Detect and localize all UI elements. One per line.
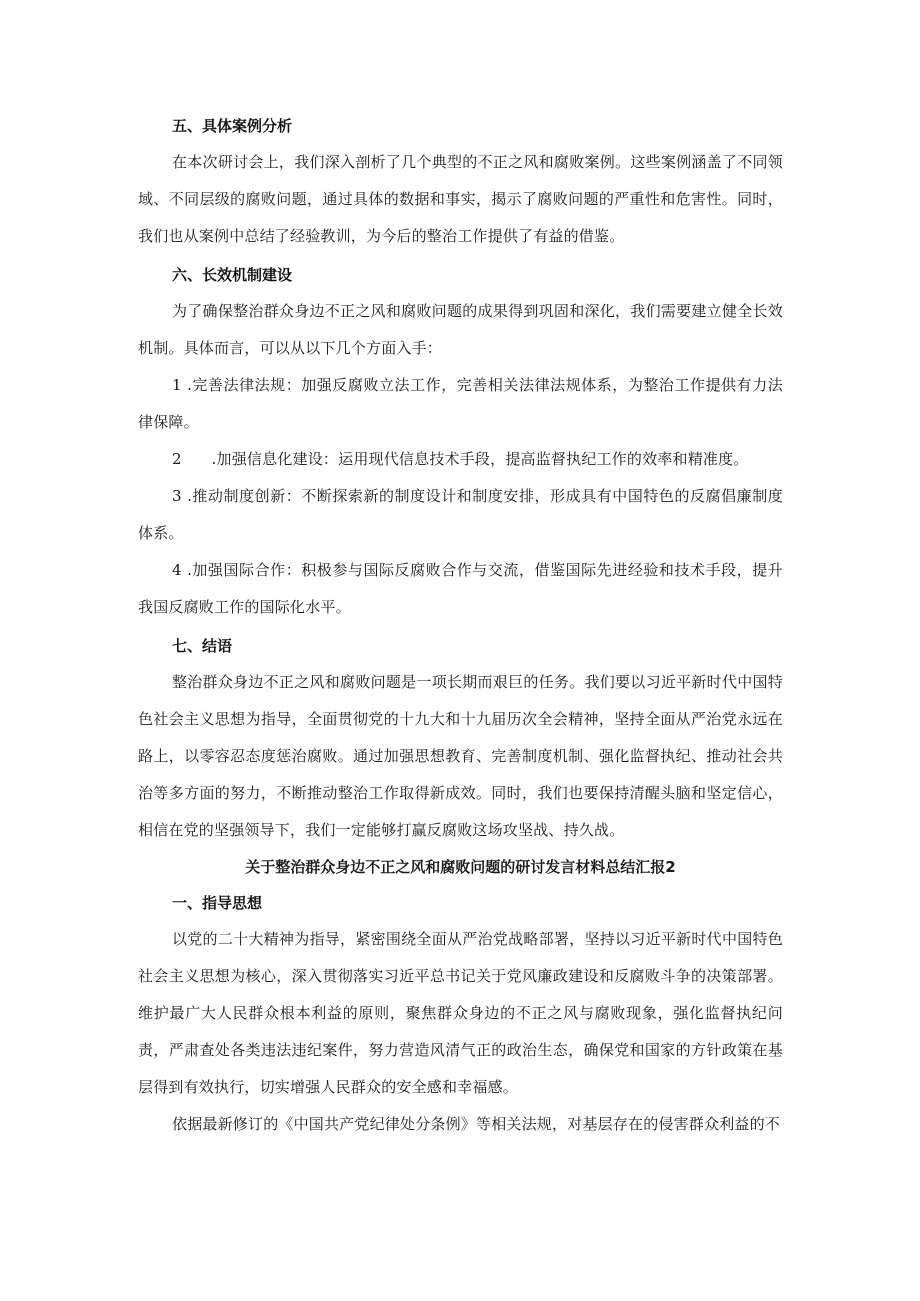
doc2-title: 关于整治群众身边不正之风和腐败问题的研讨发言材料总结汇报2 — [245, 858, 676, 876]
document-page — [138, 108, 783, 1143]
section6-item-3: 3 .推动制度创新：不断探索新的制度设计和制度安排，形成具有中国特色的反腐倡廉制度体系。 — [138, 487, 783, 542]
section7-heading: 七、结语 — [172, 637, 233, 655]
doc2-section1-heading: 一、指导思想 — [172, 894, 263, 912]
section6-heading: 六、长效机制建设 — [172, 266, 293, 284]
section7-body: 整治群众身边不正之风和腐败问题是一项长期而艰巨的任务。我们要以习近平新时代中国特色社会主义思想为指导，全面贯彻党的十九大和十九届历次全会精神，坚持全面从严治党永远在路上，以零容忍态度惩治腐败。通过加强思想教育、完善制度机制、强化监督执纪、推动社会共治等多方面的努力，不断推动整治工作取得新成效。同时，我们也要保持清醒头脑和坚定信心，相信在党的坚强领导下，我们一定能够打赢反腐败这场攻坚战、持久战。 — [138, 673, 783, 839]
section5-heading: 五、具体案例分析 — [172, 117, 293, 135]
section6-item-4: 4 .加强国际合作：积极参与国际反腐败合作与交流，借鉴国际先进经验和技术手段，提升我国反腐败工作的国际化水平。 — [138, 561, 783, 616]
section6-item-1: 1 .完善法律法规：加强反腐败立法工作，完善相关法律法规体系，为整治工作提供有力法律保障。 — [138, 376, 783, 431]
section5-body: 在本次研讨会上，我们深入剖析了几个典型的不正之风和腐败案例。这些案例涵盖了不同领域、不同层级的腐败问题，通过具体的数据和事实，揭示了腐败问题的严重性和危害性。同时，我们也从案例中总结了经验教训，为今后的整治工作提供了有益的借鉴。 — [138, 153, 783, 245]
doc2-section1-body2: 依据最新修订的《中国共产党纪律处分条例》等相关法规，对基层存在的侵害群众利益的不 — [172, 1115, 781, 1133]
section6-intro: 为了确保整治群众身边不正之风和腐败问题的成果得到巩固和深化，我们需要建立健全长效机制。具体而言，可以从以下几个方面入手： — [138, 302, 783, 357]
section6-item-2: 2 .加强信息化建设：运用现代信息技术手段，提高监督执纪工作的效率和精准度。 — [172, 450, 749, 468]
doc2-section1-body: 以党的二十大精神为指导，紧密围绕全面从严治党战略部署，坚持以习近平新时代中国特色社会主义思想为核心，深入贯彻落实习近平总书记关于党风廉政建设和反腐败斗争的决策部署。维护最广大人民群众根本利益的原则，聚焦群众身边的不正之风与腐败现象，强化监督执纪问责，严肃查处各类违法违纪案件，努力营造风清气正的政治生态，确保党和国家的方针政策在基层得到有效执行，切实增强人民群众的安全感和幸福感。 — [138, 930, 783, 1096]
